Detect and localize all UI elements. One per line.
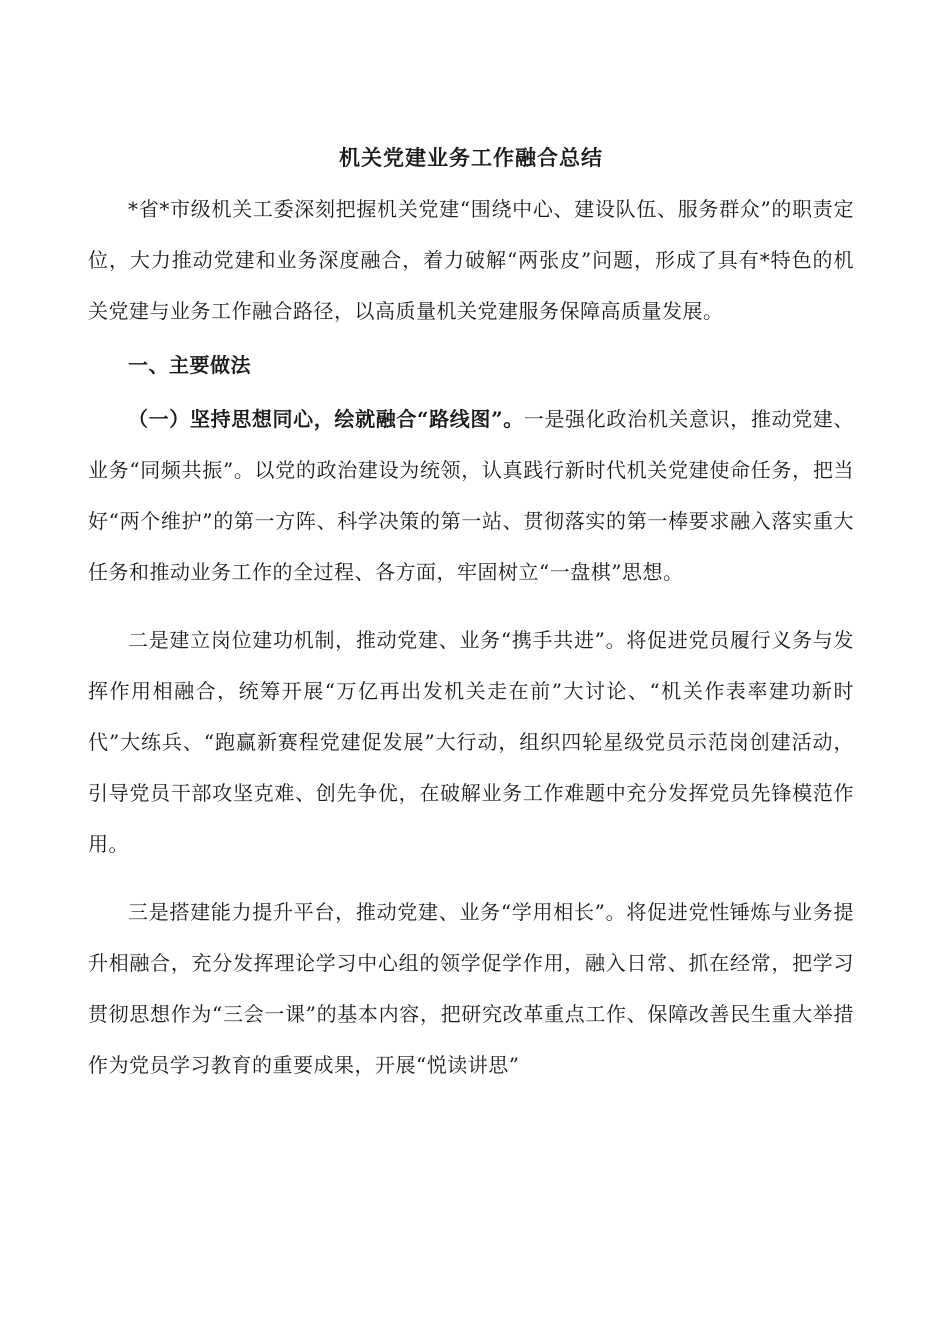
paragraph-third-measure: 三是搭建能力提升平台，推动党建、业务“学用相长”。将促进党性锤炼与业务提升相融合，充分发挥理论学习中心组的领学促学作用，融入日常、抓在经常，把学习贯彻思想作为“三会一课”的基本内容，把研究改革重点工作、保障改善民生重大举措作为党员学习教育的重要成果，开展“悦读讲思” (88, 900, 854, 1077)
document-title: 机关党建业务工作融合总结 (339, 145, 603, 170)
subsection-1-paragraph (88, 394, 854, 598)
subsection-1-text: 一是强化政治机关意识，推动党建、业务“同频共振”。以党的政治建设为统领，认真践行新时代机关党建使命任务，把当好“两个维护”的第一方阵、科学决策的第一站、贯彻落实的第一棒要求融入落实重大任务和推动业务工作的全过程、各方面，牢固树立“一盘棋”思想。 (88, 407, 854, 584)
subsection-1-lead: （一）坚持思想同心，绘就融合“路线图”。 (128, 407, 524, 431)
paragraph-second-measure: 二是建立岗位建功机制，推动党建、业务“携手共进”。将促进党员履行义务与发挥作用相融合，统筹开展“万亿再出发机关走在前”大讨论、“机关作表率建功新时代”大练兵、“跑赢新赛程党建促发展”大行动，组织四轮星级党员示范岗创建活动，引导党员干部攻坚克难、创先争优，在破解业务工作难题中充分发挥党员先锋模范作用。 (88, 628, 854, 856)
intro-paragraph: *省*市级机关工委深刻把握机关党建“围绕中心、建设队伍、服务群众”的职责定位，大力推动党建和业务深度融合，着力破解“两张皮”问题，形成了具有*特色的机关党建与业务工作融合路径，以高质量机关党建服务保障高质量发展。 (88, 197, 854, 323)
section-heading-main-practices: 一、主要做法 (128, 353, 251, 377)
